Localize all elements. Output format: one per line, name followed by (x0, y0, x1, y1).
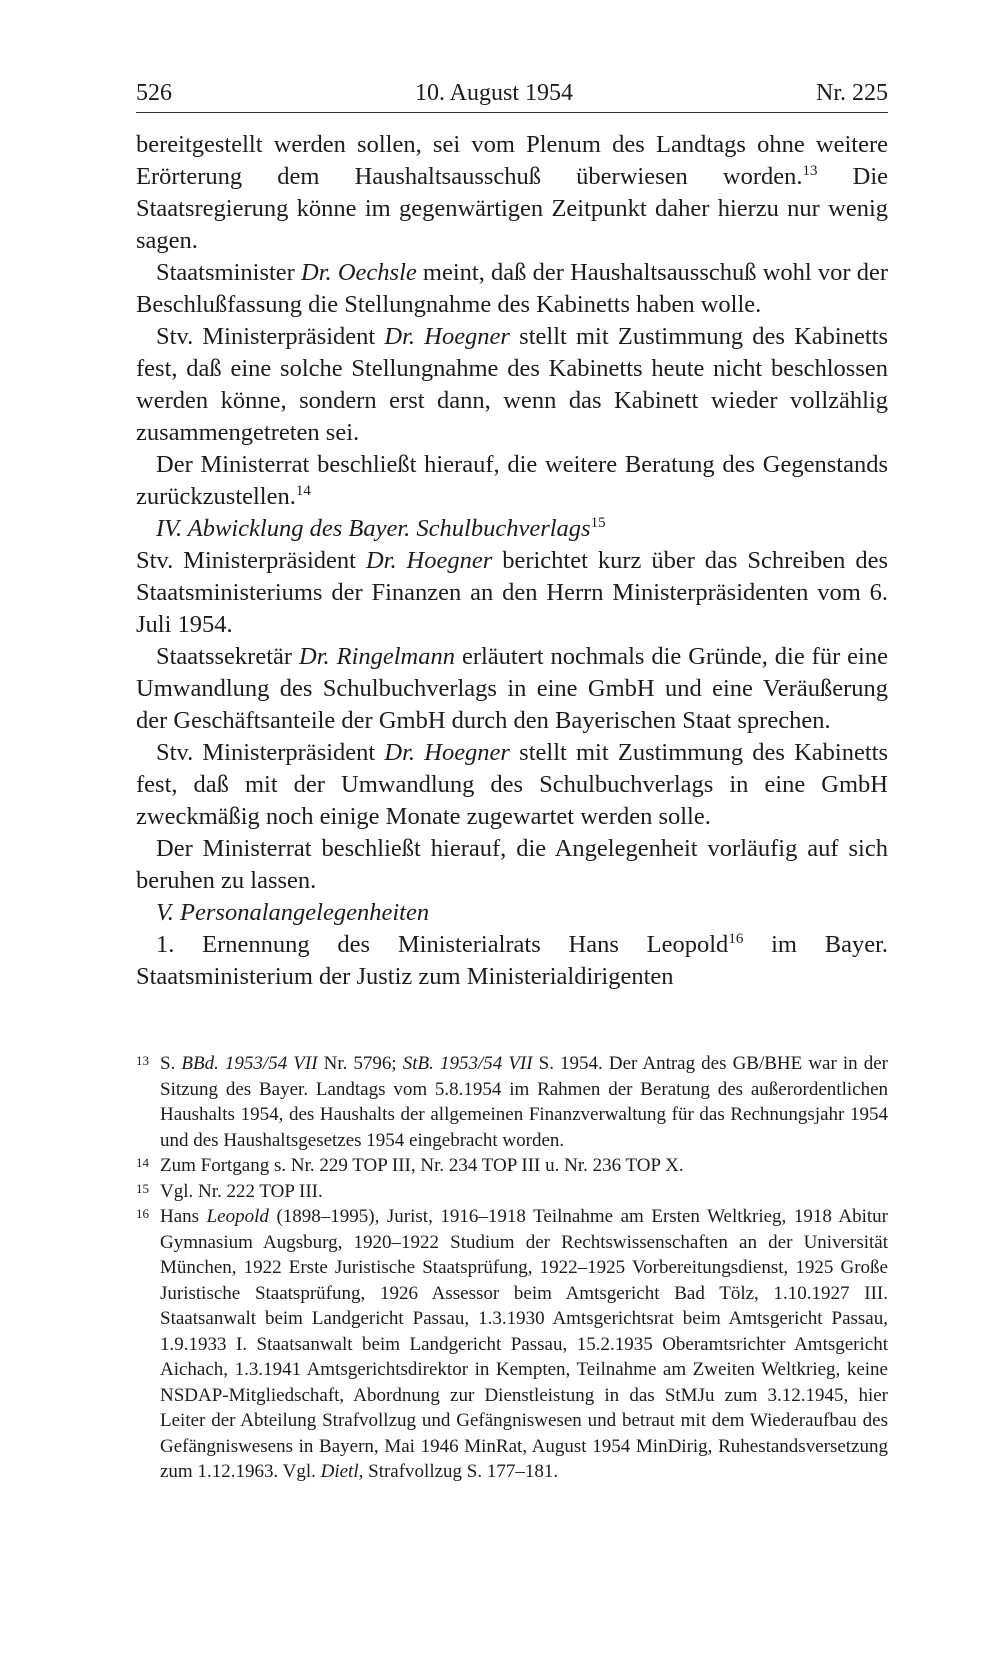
text-run: stellt mit Zustimmung des Kabinetts fest, daß mit der Umwandlung des Schulbuchverlags in eine GmbH zweckmäßig noch einige Monate zugewartet werden solle. (136, 739, 889, 830)
section-heading (136, 897, 888, 929)
paragraph (136, 257, 888, 321)
text-run: Stv. Ministerpräsident (156, 739, 385, 766)
text-run: Hans (160, 1206, 207, 1227)
footnote-number: 13 (136, 1053, 149, 1068)
footnote-15 (136, 1179, 888, 1205)
footnote-14 (136, 1153, 888, 1179)
footnote-ref-13: 13 (802, 162, 818, 179)
text-run: meint, daß der Haushaltsausschuß wohl vor der Beschlußfassung die Stellungnahme des Kabinetts haben wolle. (136, 259, 888, 318)
heading-text: IV. Abwicklung des Bayer. Schulbuchverlags (156, 515, 591, 542)
text-run: Nr. 5796; (317, 1053, 403, 1074)
footnote-ref-16: 16 (728, 930, 744, 947)
issue-number: Nr. 225 (815, 80, 888, 106)
citation-italic: StB. 1953/54 VII (402, 1053, 533, 1074)
text-run: Stv. Ministerpräsident (156, 323, 385, 350)
paragraph (136, 641, 888, 737)
person-name: Dr. Ringelmann (299, 643, 455, 670)
text-run: Der Ministerrat beschließt hierauf, die weitere Beratung des Gegenstands zurückzustellen. (136, 451, 888, 510)
paragraph (136, 321, 888, 449)
heading-text: V. Personalangelegenheiten (156, 899, 430, 926)
footnote-ref-14: 14 (295, 482, 311, 499)
footnote-number: 14 (136, 1155, 149, 1170)
person-name: Dr. Oechsle (301, 259, 417, 286)
person-name: Dr. Hoegner (384, 739, 510, 766)
footnote-text (160, 1204, 888, 1485)
person-name: Leopold (206, 1206, 269, 1227)
footnote-number: 15 (136, 1180, 149, 1196)
subsection-title (136, 929, 888, 993)
footnote-number: 16 (136, 1206, 149, 1221)
paragraph (136, 545, 888, 641)
main-text (136, 129, 888, 993)
paragraph (136, 129, 888, 257)
footnote-16 (136, 1204, 888, 1485)
text-run: stellt mit Zustimmung des Kabinetts fest, daß eine solche Stellungnahme des Kabinetts heute nicht beschlossen werden könne, sondern erst dann, wenn das Kabinett wieder vollzählig zusammengetreten sei. (136, 323, 889, 446)
header-date: 10. August 1954 (414, 80, 573, 106)
citation-italic: Dietl (320, 1461, 359, 1482)
text-run: Staatssekretär (156, 643, 300, 670)
text-run: (1898–1995), Jurist, 1916–1918 Teilnahme am Ersten Weltkrieg, 1918 Abitur Gymnasium Augsburg, 1920–1922 Studium der Rechtswissenschaften an der Universität München, 1922 Erste Juristische Staatsprüfung, 1922–1925 Vorbereitungsdienst, 1925 Große Juristische Staatsprüfung, 1926 Assessor beim Amtsgericht Bad Tölz, 1.10.1927 III. Staatsanwalt beim Landgericht Passau, 1.3.1930 Amtsgerichtsrat beim Amtsgericht Passau, 1.9.1933 I. Staatsanwalt beim Landgericht Passau, 15.2.1935 Oberamtsrichter Amtsgericht Aichach, 1.3.1941 Amtsgerichtsdirektor in Kempten, Teilnahme am Zweiten Weltkrieg, keine NSDAP-Mitgliedschaft, Abordnung zur Dienstleistung in das StMJu zum 3.12.1945, hier Leiter der Abteilung Strafvollzug und Gefängniswesen und betraut mit dem Wiederaufbau des Gefängniswesens in Bayern, Mai 1946 MinRat, August 1954 MinDirig, Ruhestandsversetzung zum 1.12.1963. Vgl. (160, 1206, 888, 1482)
running-header (136, 78, 888, 113)
text-run: bereitgestellt werden sollen, sei vom Plenum des Landtags ohne weitere Erörterung dem Haushaltsausschuß überwiesen worden. (136, 131, 888, 190)
section-heading (136, 513, 888, 545)
footnote-13 (136, 1051, 888, 1153)
text-run: Stv. Ministerpräsident (136, 547, 366, 574)
footnote-text: Vgl. Nr. 222 TOP III. (160, 1180, 323, 1202)
text-run: Der Ministerrat beschließt hierauf, die Angelegenheit vorläufig auf sich beruhen zu lassen. (136, 835, 888, 894)
paragraph (136, 449, 888, 513)
person-name: Dr. Hoegner (384, 323, 510, 350)
person-name: Dr. Hoegner (365, 547, 493, 574)
paragraph (136, 737, 888, 833)
document-page (136, 78, 888, 1485)
text-run: S. 1954. Der Antrag des GB/BHE war in der Sitzung des Bayer. Landtags vom 5.8.1954 im Rahmen der Beratung des außerordentlichen Haushalts 1954, des Haushalts der allgemeinen Finanzverwaltung für das Rechnungsjahr 1954 und des Haushaltsgesetzes 1954 eingebracht worden. (160, 1053, 888, 1151)
text-run: Staatsminister (156, 259, 302, 286)
text-run: , Strafvollzug S. 177–181. (358, 1461, 559, 1482)
footnote-text: Zum Fortgang s. Nr. 229 TOP III, Nr. 234 TOP III u. Nr. 236 TOP X. (160, 1155, 684, 1176)
text-run: berichtet kurz über das Schreiben des Staatsministeriums der Finanzen an den Herrn Ministerpräsidenten vom 6. Juli 1954. (136, 547, 888, 638)
text-run: erläutert nochmals die Gründe, die für eine Umwandlung des Schulbuchverlags in eine GmbH und eine Veräußerung der Geschäftsanteile der GmbH durch den Bayerischen Staat sprechen. (136, 643, 888, 734)
page-number: 526 (136, 80, 172, 106)
text-run: 1. Ernennung des Ministerialrats Hans Leopold (156, 931, 729, 958)
text-run: S. (160, 1053, 182, 1074)
paragraph (136, 833, 888, 897)
citation-italic: BBd. 1953/54 VII (181, 1053, 318, 1074)
text-run: im Bayer. Staatsministerium der Justiz zum Ministerialdirigenten (136, 931, 889, 990)
footnote-text (160, 1051, 888, 1153)
text-run: Die Staatsregierung könne im gegenwärtigen Zeitpunkt daher hierzu nur wenig sagen. (136, 163, 888, 254)
footnote-ref-15: 15 (590, 514, 606, 531)
footnotes (136, 1051, 888, 1485)
